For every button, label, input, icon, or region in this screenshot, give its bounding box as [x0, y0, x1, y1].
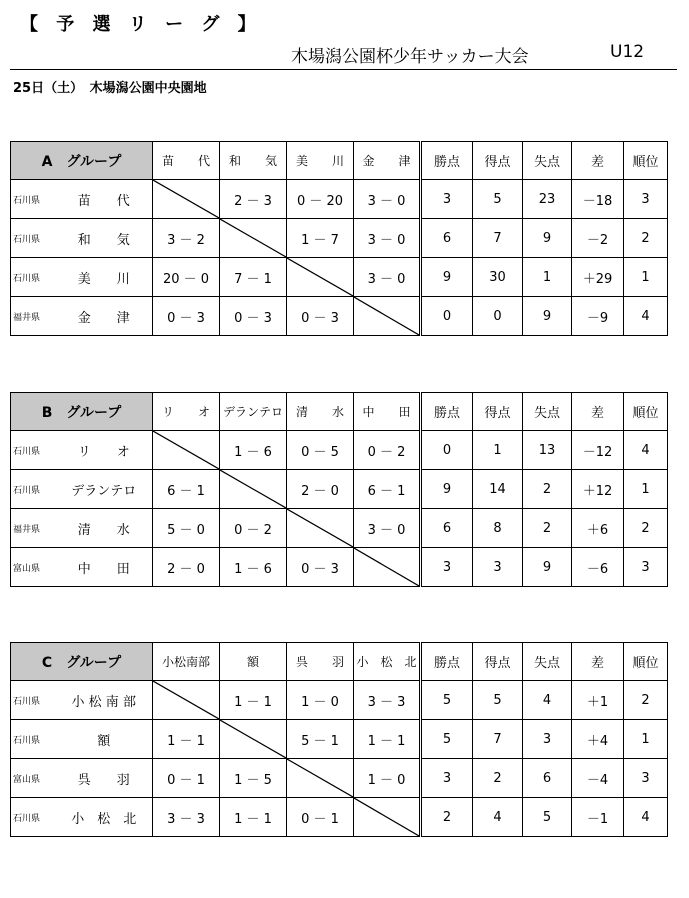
stat-header: 失点: [523, 142, 572, 180]
prefecture-label: 福井県: [11, 509, 56, 548]
opponent-header: 小 松 北: [354, 643, 421, 681]
match-score: 0 － 3: [220, 297, 287, 336]
group-name: A グループ: [11, 142, 153, 180]
prefecture-label: 石川県: [11, 431, 56, 470]
self-match-cell: [354, 798, 421, 837]
self-match-cell: [354, 297, 421, 336]
match-score: 1 － 0: [354, 759, 421, 798]
team-name: 小 松 北: [56, 798, 153, 837]
header-rule: [10, 69, 677, 70]
match-score: 0 － 20: [287, 180, 354, 219]
rank: 2: [624, 681, 668, 720]
table-row: [11, 681, 668, 720]
goal-difference: －6: [572, 548, 624, 587]
match-score: 1 － 6: [220, 431, 287, 470]
team-name: 和 気: [56, 219, 153, 258]
goals-against: 2: [523, 509, 572, 548]
team-name: 小 松 南 部: [56, 681, 153, 720]
opponent-header: デランテロ: [220, 393, 287, 431]
points: 3: [421, 759, 473, 798]
table-row: [11, 759, 668, 798]
goals-against: 2: [523, 470, 572, 509]
goal-difference: －2: [572, 219, 624, 258]
goals-for: 5: [473, 681, 523, 720]
prefecture-label: 石川県: [11, 798, 56, 837]
points: 2: [421, 798, 473, 837]
goals-against: 9: [523, 548, 572, 587]
self-match-cell: [153, 180, 220, 219]
prefecture-label: 石川県: [11, 180, 56, 219]
match-score: 0 － 3: [287, 297, 354, 336]
match-score: 1 － 7: [287, 219, 354, 258]
match-score: 0 － 2: [220, 509, 287, 548]
table-row: [11, 258, 668, 297]
match-score: 0 － 1: [153, 759, 220, 798]
team-name: 苗 代: [56, 180, 153, 219]
goals-against: 9: [523, 297, 572, 336]
match-score: 5 － 0: [153, 509, 220, 548]
goal-difference: －12: [572, 431, 624, 470]
stat-header: 順位: [624, 142, 668, 180]
goals-for: 3: [473, 548, 523, 587]
opponent-header: リ オ: [153, 393, 220, 431]
stat-header: 勝点: [421, 393, 473, 431]
group-table: [10, 642, 668, 837]
match-score: 3 － 3: [153, 798, 220, 837]
team-name: 額: [56, 720, 153, 759]
match-score: 3 － 0: [354, 509, 421, 548]
rank: 3: [624, 180, 668, 219]
self-match-cell: [354, 548, 421, 587]
rank: 1: [624, 720, 668, 759]
match-score: 2 － 3: [220, 180, 287, 219]
stat-header: 失点: [523, 643, 572, 681]
self-match-cell: [220, 470, 287, 509]
points: 3: [421, 548, 473, 587]
goals-for: 5: [473, 180, 523, 219]
table-row: [11, 219, 668, 258]
table-row: [11, 297, 668, 336]
rank: 4: [624, 798, 668, 837]
goals-against: 3: [523, 720, 572, 759]
match-score: 1 － 1: [153, 720, 220, 759]
group-table: [10, 392, 668, 587]
goals-for: 0: [473, 297, 523, 336]
stat-header: 得点: [473, 643, 523, 681]
self-match-cell: [153, 681, 220, 720]
goals-for: 14: [473, 470, 523, 509]
match-score: 2 － 0: [287, 470, 354, 509]
stat-header: 順位: [624, 643, 668, 681]
date-venue: 25日（土） 木場潟公園中央園地: [13, 81, 207, 96]
goals-against: 9: [523, 219, 572, 258]
rank: 2: [624, 219, 668, 258]
rank: 2: [624, 509, 668, 548]
prefecture-label: 石川県: [11, 720, 56, 759]
self-match-cell: [220, 219, 287, 258]
goal-difference: ＋1: [572, 681, 624, 720]
match-score: 20 － 0: [153, 258, 220, 297]
self-match-cell: [153, 431, 220, 470]
stat-header: 失点: [523, 393, 572, 431]
match-score: 0 － 3: [287, 548, 354, 587]
points: 9: [421, 470, 473, 509]
age-category: U12: [610, 42, 645, 62]
table-row: [11, 180, 668, 219]
tournament-name: 木場潟公園杯少年サッカー大会: [291, 47, 529, 67]
opponent-header: 美 川: [287, 142, 354, 180]
self-match-cell: [287, 759, 354, 798]
goals-for: 8: [473, 509, 523, 548]
goal-difference: －9: [572, 297, 624, 336]
stat-header: 差: [572, 643, 624, 681]
stat-header: 勝点: [421, 142, 473, 180]
team-name: デランテロ: [56, 470, 153, 509]
self-match-cell: [287, 509, 354, 548]
points: 5: [421, 681, 473, 720]
goals-against: 23: [523, 180, 572, 219]
stat-header: 得点: [473, 142, 523, 180]
rank: 1: [624, 470, 668, 509]
table-row: [11, 798, 668, 837]
goals-against: 1: [523, 258, 572, 297]
points: 0: [421, 431, 473, 470]
goals-for: 1: [473, 431, 523, 470]
group-table: [10, 141, 668, 336]
team-name: 中 田: [56, 548, 153, 587]
points: 6: [421, 509, 473, 548]
stat-header: 勝点: [421, 643, 473, 681]
self-match-cell: [287, 258, 354, 297]
points: 5: [421, 720, 473, 759]
prefecture-label: 石川県: [11, 470, 56, 509]
goals-for: 4: [473, 798, 523, 837]
match-score: 6 － 1: [354, 470, 421, 509]
match-score: 3 － 0: [354, 219, 421, 258]
goal-difference: ＋4: [572, 720, 624, 759]
team-name: リ オ: [56, 431, 153, 470]
match-score: 3 － 2: [153, 219, 220, 258]
table-row: [11, 720, 668, 759]
opponent-header: 呉 羽: [287, 643, 354, 681]
goals-for: 30: [473, 258, 523, 297]
prefecture-label: 富山県: [11, 548, 56, 587]
stat-header: 差: [572, 142, 624, 180]
rank: 1: [624, 258, 668, 297]
match-score: 0 － 5: [287, 431, 354, 470]
table-row: [11, 470, 668, 509]
goals-against: 4: [523, 681, 572, 720]
goals-against: 6: [523, 759, 572, 798]
opponent-header: 苗 代: [153, 142, 220, 180]
prefecture-label: 石川県: [11, 219, 56, 258]
goals-for: 7: [473, 720, 523, 759]
prefecture-label: 富山県: [11, 759, 56, 798]
match-score: 1 － 0: [287, 681, 354, 720]
page-title: 【 予 選 リ ー グ 】: [20, 14, 262, 35]
goals-against: 13: [523, 431, 572, 470]
match-score: 3 － 0: [354, 180, 421, 219]
points: 0: [421, 297, 473, 336]
stat-header: 得点: [473, 393, 523, 431]
opponent-header: 中 田: [354, 393, 421, 431]
goals-for: 2: [473, 759, 523, 798]
table-row: [11, 548, 668, 587]
team-name: 呉 羽: [56, 759, 153, 798]
goals-for: 7: [473, 219, 523, 258]
self-match-cell: [220, 720, 287, 759]
match-score: 5 － 1: [287, 720, 354, 759]
goal-difference: ＋6: [572, 509, 624, 548]
rank: 4: [624, 297, 668, 336]
stat-header: 順位: [624, 393, 668, 431]
goal-difference: －18: [572, 180, 624, 219]
opponent-header: 額: [220, 643, 287, 681]
match-score: 2 － 0: [153, 548, 220, 587]
match-score: 3 － 3: [354, 681, 421, 720]
opponent-header: 和 気: [220, 142, 287, 180]
opponent-header: 金 津: [354, 142, 421, 180]
team-name: 美 川: [56, 258, 153, 297]
rank: 3: [624, 548, 668, 587]
goal-difference: －4: [572, 759, 624, 798]
table-row: [11, 509, 668, 548]
group-name: C グループ: [11, 643, 153, 681]
prefecture-label: 福井県: [11, 297, 56, 336]
match-score: 0 － 2: [354, 431, 421, 470]
rank: 4: [624, 431, 668, 470]
prefecture-label: 石川県: [11, 681, 56, 720]
team-name: 清 水: [56, 509, 153, 548]
opponent-header: 清 水: [287, 393, 354, 431]
points: 3: [421, 180, 473, 219]
prefecture-label: 石川県: [11, 258, 56, 297]
stat-header: 差: [572, 393, 624, 431]
rank: 3: [624, 759, 668, 798]
match-score: 0 － 3: [153, 297, 220, 336]
opponent-header: 小松南部: [153, 643, 220, 681]
points: 6: [421, 219, 473, 258]
team-name: 金 津: [56, 297, 153, 336]
match-score: 0 － 1: [287, 798, 354, 837]
match-score: 1 － 1: [354, 720, 421, 759]
goal-difference: －1: [572, 798, 624, 837]
table-row: [11, 431, 668, 470]
match-score: 1 － 1: [220, 681, 287, 720]
match-score: 6 － 1: [153, 470, 220, 509]
match-score: 7 － 1: [220, 258, 287, 297]
goal-difference: ＋29: [572, 258, 624, 297]
goals-against: 5: [523, 798, 572, 837]
match-score: 1 － 6: [220, 548, 287, 587]
match-score: 1 － 5: [220, 759, 287, 798]
match-score: 1 － 1: [220, 798, 287, 837]
points: 9: [421, 258, 473, 297]
match-score: 3 － 0: [354, 258, 421, 297]
goal-difference: ＋12: [572, 470, 624, 509]
group-name: B グループ: [11, 393, 153, 431]
